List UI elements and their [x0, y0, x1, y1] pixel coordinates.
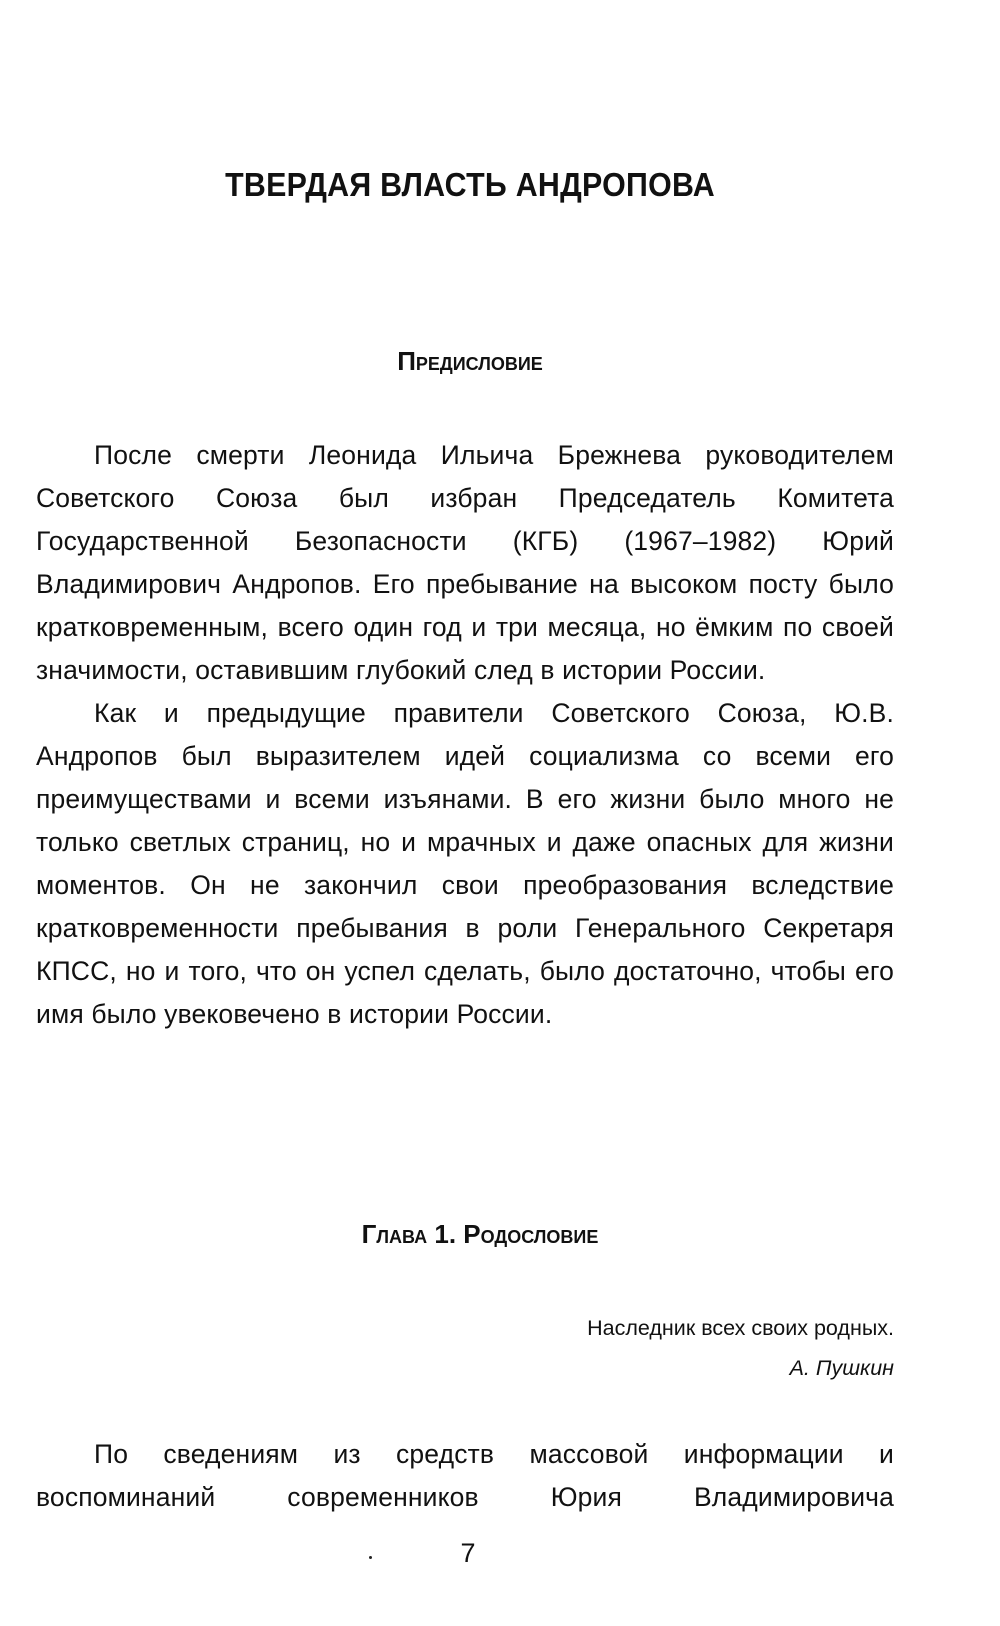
chapter-body	[36, 1433, 894, 1519]
book-title: ТВЕРДАЯ ВЛАСТЬ АНДРОПОВА	[225, 166, 715, 203]
preface-heading: Предисловие	[397, 346, 543, 376]
page-number: 7	[460, 1538, 476, 1568]
preface-paragraph: Как и предыдущие правители Советского Союза, Ю.В. Андропов был выразителем идей социализма со всеми его преимуществами и всеми изъянами. В его жизни было много не только светлых страниц, но и мрачных и даже опасных для жизни моментов. Он не закончил свои преобразования вследствие кратковременности пребывания в роли Генерального Секретаря КПСС, но и того, что он успел сделать, было достаточно, чтобы его имя было увековечено в истории России.	[36, 698, 894, 1029]
chapter-heading: Глава 1. Родословие	[361, 1219, 599, 1249]
chapter-paragraph: По сведениям из средств массовой информации и воспоминаний современников Юрия Владимировича	[36, 1439, 894, 1512]
epigraph-quote: Наследник всех своих родных.	[587, 1316, 894, 1340]
epigraph-author: А. Пушкин	[789, 1356, 894, 1380]
epigraph	[587, 1308, 894, 1388]
preface-body	[36, 434, 894, 1036]
preface-paragraph: После смерти Леонида Ильича Брежнева руководителем Советского Союза был избран Председатель Комитета Государственной Безопасности (КГБ) (1967–1982) Юрий Владимирович Андропов. Его пребывание на высоком посту было кратковременным, всего один год и три месяца, но ёмким по своей значимости, оставившим глубокий след в истории России.	[36, 440, 894, 685]
